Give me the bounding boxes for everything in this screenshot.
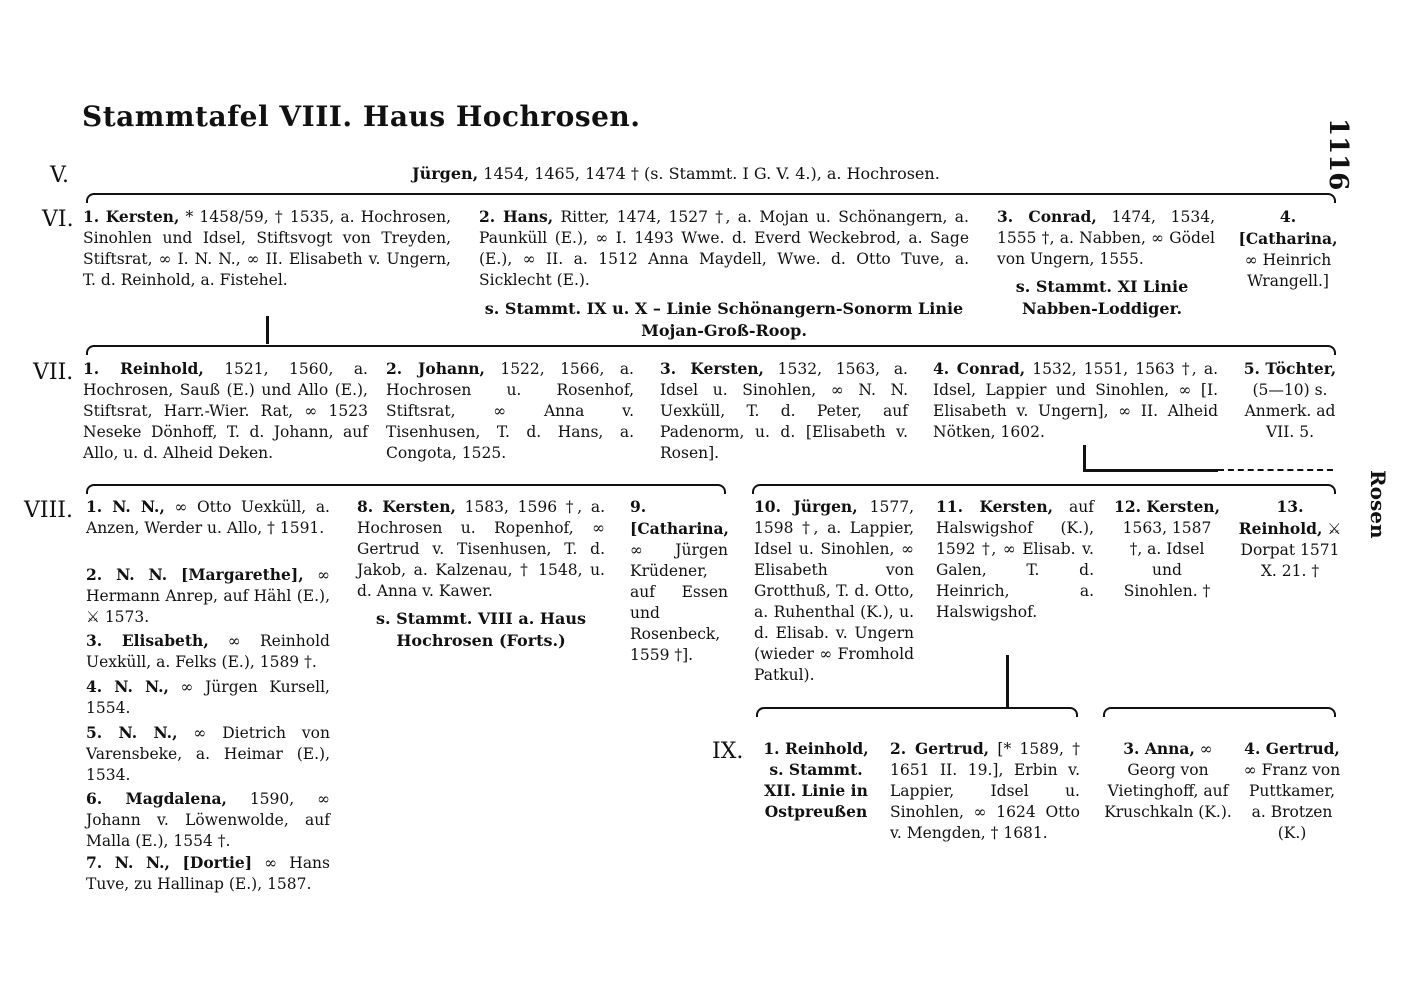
person-details: ∞ Otto Uexküll, a. Anzen, Werder u. Allo, † 1591.	[86, 498, 330, 537]
person-details: s. Stammt. XII. Linie in Ostpreußen	[764, 760, 868, 821]
cross-reference-viii-8: s. Stammt. VIII a. Haus Hochrosen (Forts.)	[376, 609, 586, 650]
person-details: 1521, 1560, a. Hochrosen, Sauß (E.) und Allo (E.), Stiftsrat, Harr.-Wier. Rat, ∞ 1523 Neseke Dönhoff, T. d. Johann, auf Allo, u. d. Alheid Deken.	[83, 360, 368, 462]
person-details: ∞ Jürgen Kursell, 1554.	[86, 678, 330, 717]
person-name: 10. Jürgen,	[754, 497, 858, 516]
person-details: 1583, 1596 †, a. Hochrosen u. Ropenhof, ∞ Gertrud v. Tisenhusen, T. d. Jakob, a. Kalzenau, † 1548, u. d. Anna v. Kawer.	[357, 498, 605, 600]
page-title: Stammtafel VIII. Haus Hochrosen.	[82, 100, 641, 133]
person-name: 11. Kersten,	[936, 497, 1054, 516]
person-details: 1577, 1598 †, a. Lappier, Idsel u. Sinohlen, ∞ Elisabeth von Grotthuß, T. d. Otto, a. Ruhenthal (K.), u. d. Elisab. v. Ungern (wieder ∞ Fromhold Patkul).	[754, 498, 914, 684]
descent-line-vii-4	[1083, 445, 1086, 471]
generation-label-v: V.	[50, 163, 70, 188]
gen-viii-entry-4	[86, 676, 330, 719]
person-name: 1. Kersten,	[83, 207, 180, 226]
gen-vi-entry-3	[997, 206, 1215, 270]
generation-label-viii: VIII.	[24, 498, 73, 523]
person-details: ∞ Jürgen Krüdener, auf Essen und Rosenbeck, 1559 †].	[630, 541, 728, 664]
person-details: ∞ Heinrich Wrangell.]	[1244, 251, 1332, 290]
person-details: Ritter, 1474, 1527 †, a. Mojan u. Schönangern, a. Paunküll (E.), ∞ I. 1493 Wwe. d. Everd Weckebrod, a. Sage (E.), ∞ II. a. 1512 Anna Maydell, Wwe. d. Otto Tuve, a. Sicklecht (E.).	[479, 208, 969, 289]
person-details: [* 1589, † 1651 II. 19.], Erbin v. Lappier, Idsel u. Sinohlen, ∞ 1624 Otto v. Mengden, † 1681.	[890, 740, 1081, 842]
person-name: 2. N. N. [Margarethe],	[86, 565, 304, 584]
person-details: (5—10) s. Anmerk. ad VII. 5.	[1244, 381, 1336, 441]
person-name: 4. Conrad,	[933, 359, 1026, 378]
person-details: * 1458/59, † 1535, a. Hochrosen, Sinohlen und Idsel, Stiftsvogt von Treyden, Stiftsrat, ∞ I. N. N., ∞ II. Elisabeth v. Ungern, T. d. Reinhold, a. Fistehel.	[83, 208, 451, 289]
person-name: 6. Magdalena,	[86, 789, 227, 808]
gen-vi-entry-2	[479, 206, 969, 291]
page-number: 1116	[1323, 118, 1353, 191]
person-name: Jürgen,	[412, 164, 479, 183]
person-details: 1454, 1465, 1474 † (s. Stammt. I G. V. 4.), a. Hochrosen.	[483, 164, 940, 183]
person-name: 13. Reinhold,	[1238, 497, 1323, 538]
person-name: 8. Kersten,	[357, 497, 456, 516]
gen-ix-entry-2	[890, 738, 1080, 844]
gen-vii-entry-2	[386, 358, 634, 464]
person-name: 5. Töchter,	[1243, 359, 1337, 378]
gen-viii-entry-3	[86, 630, 330, 673]
gen-viii-entry-5	[86, 722, 330, 786]
person-name: 1. Reinhold,	[83, 359, 204, 378]
person-details: ∞ Dietrich von Varensbeke, a. Heimar (E.), 1534.	[86, 724, 330, 784]
person-name: 2. Gertrud,	[890, 739, 990, 758]
person-name: 4. N. N.,	[86, 677, 169, 696]
gen-viii-entry-11	[936, 496, 1094, 623]
person-details: 1590, ∞ Johann v. Löwenwolde, auf Malla (E.), 1554 †.	[86, 790, 330, 850]
gen-viii-entry-6	[86, 788, 330, 852]
person-name: 9. [Catharina,	[630, 497, 729, 538]
cross-reference-vi-2: s. Stammt. IX u. X – Linie Schönangern-Sonorm Linie Mojan-Groß-Roop.	[484, 299, 964, 340]
gen-ix-entry-3	[1104, 738, 1232, 823]
person-details: ∞ Hans Tuve, zu Hallinap (E.), 1587.	[86, 854, 330, 893]
sibling-brace-ix-b	[1103, 707, 1336, 717]
person-name: 5. N. N.,	[86, 723, 178, 742]
gen-ix-entry-4	[1242, 738, 1342, 844]
generation-label-vii: VII.	[33, 360, 74, 385]
person-details: auf Halswigshof (K.), 1592 †, ∞ Elisab. v. Galen, T. d. Heinrich, a. Halswigshof.	[936, 498, 1094, 621]
person-details: ∞ Franz von Puttkamer, a. Brotzen (K.)	[1243, 761, 1341, 842]
sibling-brace-vii	[86, 345, 1336, 355]
person-name: 2. Hans,	[479, 207, 554, 226]
gen-vii-entry-3	[660, 358, 908, 464]
gen-viii-entry-1	[86, 496, 330, 539]
person-details: 1522, 1566, a. Hochrosen u. Rosenhof, Stiftsrat, ∞ Anna v. Tisenhusen, T. d. Hans, a. Congota, 1525.	[386, 360, 634, 462]
person-details: 1532, 1563, a. Idsel u. Sinohlen, ∞ N. N. Uexküll, T. d. Peter, auf Padenorm, u. d. [Elisabeth v. Rosen].	[660, 360, 908, 462]
gen-viii-entry-7	[86, 852, 330, 895]
gen-vi-entry-1	[83, 206, 451, 291]
connector-dashed-vii-5	[1218, 469, 1333, 471]
person-details: 1532, 1551, 1563 †, a. Idsel, Lappier und Sinohlen, ∞ [I. Elisabeth v. Ungern], ∞ II. Alheid Nötken, 1602.	[933, 360, 1219, 441]
gen-viii-entry-2	[86, 564, 330, 628]
generation-label-vi: VI.	[42, 207, 74, 232]
gen-viii-entry-12	[1114, 496, 1220, 602]
cross-reference-vi-3: s. Stammt. XI Linie Nabben-Loddiger.	[1015, 277, 1189, 318]
person-details: ∞ Georg von Vietinghoff, auf Kruschkaln (K.).	[1104, 740, 1232, 821]
person-details: 1474, 1534, 1555 †, a. Nabben, ∞ Gödel von Ungern, 1555.	[997, 208, 1215, 268]
gen-viii-entry-13	[1238, 496, 1342, 582]
gen-viii-entry-9	[630, 496, 728, 666]
descent-line-viii-11	[1006, 655, 1009, 707]
person-name: 3. Conrad,	[997, 207, 1097, 226]
gen-viii-entry-8	[357, 496, 605, 602]
person-name: 3. Elisabeth,	[86, 631, 209, 650]
person-name: 3. Anna,	[1123, 739, 1195, 758]
sibling-brace-ix-a	[756, 707, 1078, 717]
gen-vi-entry-4	[1236, 206, 1340, 292]
person-details: ∞ Reinhold Uexküll, a. Felks (E.), 1589 †.	[86, 632, 330, 671]
person-name: 7. N. N., [Dortie]	[86, 853, 253, 872]
sibling-brace-vi	[86, 193, 1336, 203]
person-name: 1. Reinhold,	[763, 739, 869, 758]
descent-line-vi-1	[266, 316, 269, 344]
person-details: ⚔ Dorpat 1571 X. 21. †	[1240, 520, 1342, 580]
person-details: ∞ Hermann Anrep, auf Hähl (E.), ⚔ 1573.	[86, 566, 330, 626]
person-details: 1563, 1587 †, a. Idsel und Sinohlen. †	[1122, 519, 1212, 600]
person-name: 4. [Catharina,	[1238, 207, 1338, 248]
gen-ix-entry-1	[756, 738, 876, 822]
sibling-brace-viii-b	[752, 484, 1336, 494]
connector-line-vii-4	[1083, 469, 1218, 472]
gen-v-entry	[412, 163, 1022, 184]
gen-vii-entry-4	[933, 358, 1218, 443]
gen-vii-entry-1	[83, 358, 368, 464]
gen-viii-entry-10	[754, 496, 914, 686]
person-name: 1. N. N.,	[86, 497, 165, 516]
person-name: 3. Kersten,	[660, 359, 764, 378]
generation-label-ix: IX.	[712, 739, 744, 764]
person-name: 12. Kersten,	[1114, 497, 1220, 516]
side-label: Rosen	[1366, 470, 1390, 539]
person-name: 2. Johann,	[386, 359, 485, 378]
sibling-brace-viii-a	[86, 484, 726, 494]
person-name: 4. Gertrud,	[1244, 739, 1340, 758]
gen-vii-entry-5	[1240, 358, 1340, 443]
